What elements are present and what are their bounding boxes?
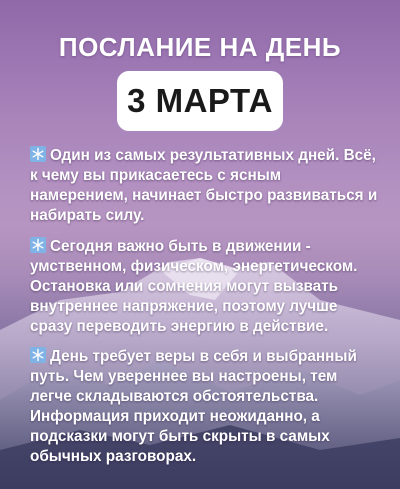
paragraph-1-text: Один из самых результативных дней. Всё, к чему вы прикасаетесь с ясным намерением, начинает быстро развиваться и набирать силу.	[30, 147, 378, 224]
snowflake-icon	[30, 146, 46, 162]
paragraph-2-text: Сегодня важно быть в движении - умственном, физическом, энергетическом. Остановка или сомнения могут вызвать внутреннее напряжение, поэтому лучше сразу переводить энергию в действие.	[30, 238, 358, 335]
paragraph-3	[30, 347, 380, 467]
date-text: 3 МАРТА	[127, 82, 273, 119]
date-badge	[117, 71, 283, 131]
headline: ПОСЛАНИЕ НА ДЕНЬ	[58, 32, 342, 62]
paragraph-2	[30, 237, 380, 337]
snowflake-icon	[30, 237, 46, 253]
paragraph-1	[30, 146, 380, 226]
paragraph-3-text: День требует веры в себя и выбранный путь. Чем увереннее вы настроены, тем легче складываются обстоятельства. Информация приходит неожиданно, а подсказки могут быть скрыты в самых обычных разговорах.	[30, 348, 357, 465]
snowflake-icon	[30, 347, 46, 363]
